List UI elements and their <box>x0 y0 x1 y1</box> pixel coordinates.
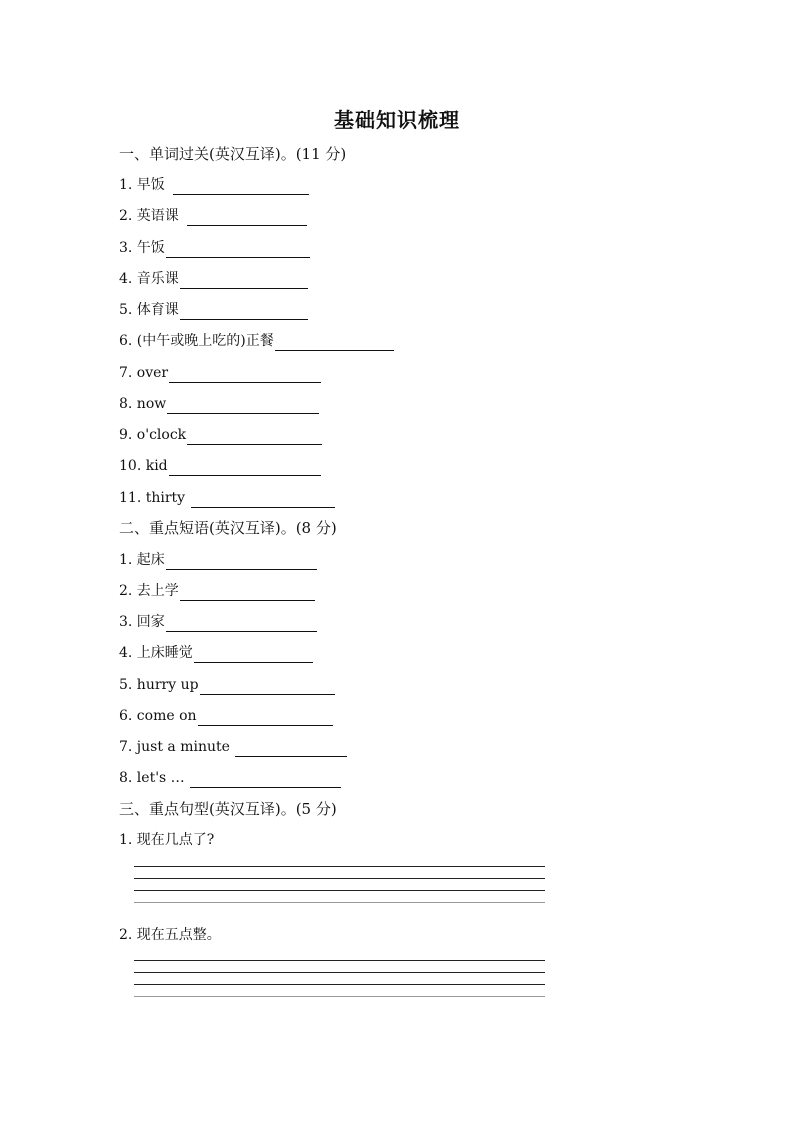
vocab-item-9-label: 9. o'clock <box>119 427 187 443</box>
writing-line <box>134 960 545 961</box>
phrase-item-6 <box>119 706 333 726</box>
phrase-item-4-answer-blank[interactable] <box>194 646 313 663</box>
vocab-item-11-answer-blank[interactable] <box>191 491 335 508</box>
section-1-heading: 一、单词过关(英汉互译)。(11 分) <box>119 145 347 163</box>
phrase-item-3-label: 3. 回家 <box>119 614 165 630</box>
section-2-heading: 二、重点短语(英汉互译)。(8 分) <box>119 519 337 537</box>
phrase-item-7 <box>119 737 347 757</box>
phrase-item-7-label: 7. just a minute <box>119 739 230 755</box>
phrase-item-5 <box>119 675 335 695</box>
phrase-item-8-label: 8. let's … <box>119 770 185 786</box>
vocab-item-1 <box>119 175 309 195</box>
vocab-item-7 <box>119 363 321 383</box>
vocab-item-3-answer-blank[interactable] <box>166 241 310 258</box>
vocab-item-8 <box>119 394 319 414</box>
vocab-item-9 <box>119 425 322 445</box>
phrase-item-8 <box>119 768 341 788</box>
writing-line <box>134 902 545 903</box>
vocab-item-2-answer-blank[interactable] <box>187 209 307 226</box>
writing-line <box>134 984 545 985</box>
phrase-item-1 <box>119 550 317 570</box>
vocab-item-10 <box>119 456 321 476</box>
vocab-item-9-answer-blank[interactable] <box>187 428 322 445</box>
writing-line <box>134 878 545 879</box>
sentence-item-2-label: 2. 现在五点整。 <box>119 927 221 943</box>
vocab-item-3-label: 3. 午饭 <box>119 240 165 256</box>
vocab-item-4-answer-blank[interactable] <box>180 272 308 289</box>
vocab-item-4-label: 4. 音乐课 <box>119 271 179 287</box>
vocab-item-2 <box>119 206 307 226</box>
vocab-item-11-label: 11. thirty <box>119 490 186 506</box>
writing-line <box>134 972 545 973</box>
vocab-item-6 <box>119 331 394 351</box>
vocab-item-3 <box>119 238 310 258</box>
vocab-item-2-label: 2. 英语课 <box>119 208 179 224</box>
phrase-item-5-label: 5. hurry up <box>119 677 199 693</box>
vocab-item-1-label: 1. 早饭 <box>119 177 165 193</box>
phrase-item-1-label: 1. 起床 <box>119 552 165 568</box>
vocab-item-4 <box>119 269 308 289</box>
sentence-item-2 <box>119 925 221 945</box>
phrase-item-7-answer-blank[interactable] <box>235 740 347 757</box>
vocab-item-7-label: 7. over <box>119 365 169 381</box>
sentence-item-1-label: 1. 现在几点了? <box>119 832 215 848</box>
vocab-item-6-label: 6. (中午或晚上吃的)正餐 <box>119 333 274 349</box>
writing-line <box>134 996 545 997</box>
vocab-item-8-label: 8. now <box>119 396 167 412</box>
phrase-item-2-label: 2. 去上学 <box>119 583 179 599</box>
vocab-item-11 <box>119 488 335 508</box>
phrase-item-2-answer-blank[interactable] <box>180 584 315 601</box>
phrase-item-5-answer-blank[interactable] <box>200 678 335 695</box>
worksheet-title: 基础知识梳理 <box>334 108 460 132</box>
vocab-item-7-answer-blank[interactable] <box>169 366 321 383</box>
phrase-item-3-answer-blank[interactable] <box>166 615 317 632</box>
phrase-item-1-answer-blank[interactable] <box>166 553 317 570</box>
phrase-item-2 <box>119 581 315 601</box>
vocab-item-6-answer-blank[interactable] <box>275 334 394 351</box>
vocab-item-1-answer-blank[interactable] <box>173 178 309 195</box>
writing-line <box>134 866 545 867</box>
sentence-item-1 <box>119 830 214 850</box>
vocab-item-5-answer-blank[interactable] <box>180 303 308 320</box>
section-3-heading: 三、重点句型(英汉互译)。(5 分) <box>119 800 337 818</box>
phrase-item-3 <box>119 612 317 632</box>
phrase-item-6-answer-blank[interactable] <box>198 709 333 726</box>
vocab-item-10-answer-blank[interactable] <box>169 459 321 476</box>
phrase-item-4 <box>119 643 313 663</box>
vocab-item-8-answer-blank[interactable] <box>167 397 319 414</box>
writing-line <box>134 890 545 891</box>
phrase-item-8-answer-blank[interactable] <box>190 771 341 788</box>
phrase-item-6-label: 6. come on <box>119 708 197 724</box>
vocab-item-10-label: 10. kid <box>119 458 168 474</box>
phrase-item-4-label: 4. 上床睡觉 <box>119 645 193 661</box>
vocab-item-5-label: 5. 体育课 <box>119 302 179 318</box>
vocab-item-5 <box>119 300 308 320</box>
